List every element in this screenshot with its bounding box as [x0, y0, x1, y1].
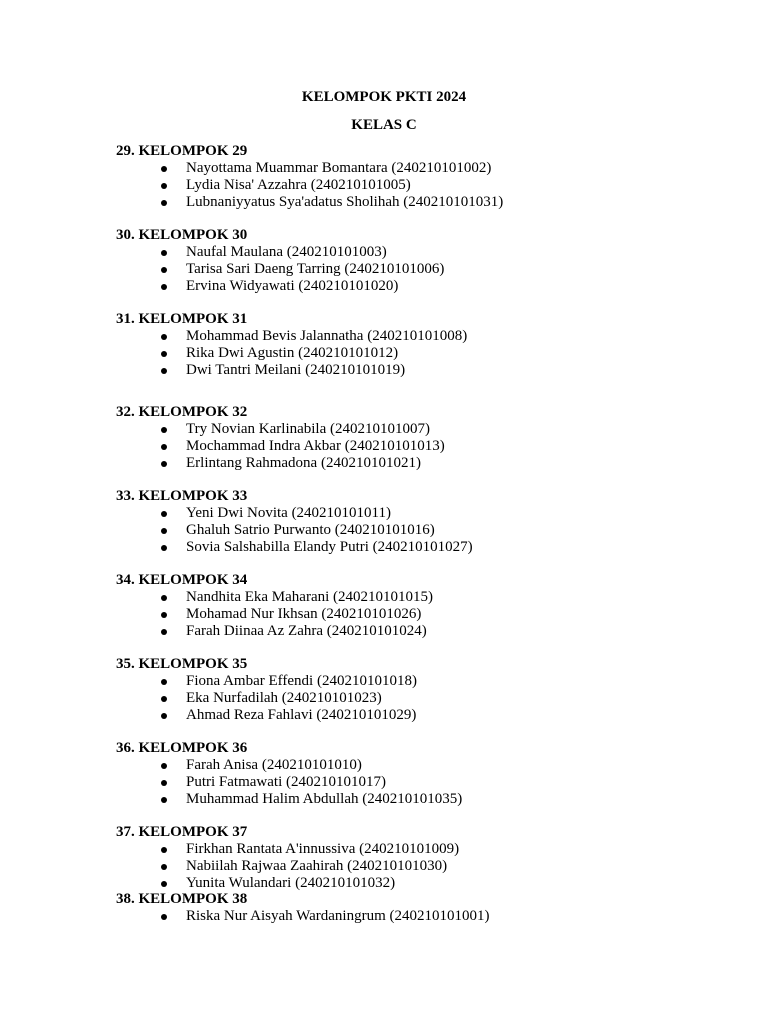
group-31: [116, 311, 736, 378]
bullet-icon: [161, 713, 167, 719]
list-item: [116, 673, 736, 690]
group-heading: 35. KELOMPOK 35: [116, 656, 248, 672]
member-name: Mochammad Indra Akbar (240210101013): [186, 437, 445, 454]
list-item: [116, 623, 736, 640]
bullet-icon: [161, 696, 167, 702]
list-item: [116, 774, 736, 791]
member-name: Riska Nur Aisyah Wardaningrum (240210101001): [186, 908, 490, 924]
list-item: [116, 690, 736, 707]
member-name: Putri Fatmawati (240210101017): [186, 773, 386, 790]
member-list: [116, 421, 736, 471]
bullet-icon: [161, 183, 167, 189]
list-item: [116, 421, 736, 438]
list-item: [116, 362, 736, 379]
list-item: [116, 757, 736, 774]
list-item: [116, 244, 736, 261]
list-item: [116, 194, 736, 211]
group-38: [116, 891, 736, 925]
member-name: Lydia Nisa' Azzahra (240210101005): [186, 176, 411, 193]
group-heading: 30. KELOMPOK 30: [116, 227, 248, 243]
list-item: [116, 707, 736, 724]
bullet-icon: [161, 612, 167, 618]
bullet-icon: [161, 267, 167, 273]
member-name: Muhammad Halim Abdullah (240210101035): [186, 790, 463, 807]
group-35: [116, 656, 736, 723]
list-item: [116, 791, 736, 808]
member-name: Ahmad Reza Fahlavi (240210101029): [186, 706, 417, 723]
bullet-icon: [161, 629, 167, 635]
list-item: [116, 177, 736, 194]
member-name: Sovia Salshabilla Elandy Putri (240210101027): [186, 538, 473, 555]
member-name: Farah Diinaa Az Zahra (240210101024): [186, 622, 427, 639]
bullet-icon: [161, 528, 167, 534]
member-name: Lubnaniyyatus Sya'adatus Sholihah (240210101031): [186, 193, 504, 210]
member-name: Nandhita Eka Maharani (240210101015): [186, 589, 434, 605]
bullet-icon: [161, 284, 167, 290]
document-subtitle: KELAS C: [351, 117, 417, 133]
member-list: [116, 673, 736, 723]
list-item: [116, 589, 736, 606]
bullet-icon: [161, 351, 167, 357]
group-32: [116, 404, 736, 471]
bullet-icon: [161, 444, 167, 450]
member-name: Yeni Dwi Novita (240210101011): [186, 505, 391, 521]
document-title: KELOMPOK PKTI 2024: [301, 89, 467, 105]
bullet-icon: [161, 545, 167, 551]
bullet-icon: [161, 780, 167, 786]
member-name: Fiona Ambar Effendi (240210101018): [186, 673, 417, 689]
list-item: [116, 606, 736, 623]
group-33: [116, 488, 736, 555]
member-name: Try Novian Karlinabila (240210101007): [186, 421, 430, 437]
bullet-icon: [161, 427, 167, 433]
list-item: [116, 908, 736, 925]
bullet-icon: [161, 461, 167, 467]
bullet-icon: [161, 881, 167, 887]
bullet-icon: [161, 914, 167, 920]
list-item: [116, 841, 736, 858]
bullet-icon: [161, 334, 167, 340]
member-list: [116, 244, 736, 294]
member-name: Rika Dwi Agustin (240210101012): [186, 344, 399, 361]
member-list: [116, 328, 736, 378]
list-item: [116, 278, 736, 295]
group-heading: 36. KELOMPOK 36: [116, 740, 248, 756]
bullet-icon: [161, 250, 167, 256]
bullet-icon: [161, 200, 167, 206]
list-item: [116, 438, 736, 455]
member-name: Ghaluh Satrio Purwanto (240210101016): [186, 521, 435, 538]
group-37: [116, 824, 736, 891]
group-heading: 29. KELOMPOK 29: [116, 143, 248, 159]
list-item: [116, 261, 736, 278]
list-item: [116, 505, 736, 522]
group-heading: 34. KELOMPOK 34: [116, 572, 248, 588]
group-36: [116, 740, 736, 807]
member-name: Farah Anisa (240210101010): [186, 757, 362, 773]
group-heading: 33. KELOMPOK 33: [116, 488, 248, 504]
bullet-icon: [161, 797, 167, 803]
member-name: Yunita Wulandari (240210101032): [186, 874, 396, 891]
member-name: Naufal Maulana (240210101003): [186, 244, 387, 260]
member-name: Ervina Widyawati (240210101020): [186, 277, 399, 294]
member-list: [116, 757, 736, 807]
list-item: [116, 328, 736, 345]
member-name: Dwi Tantri Meilani (240210101019): [186, 361, 406, 378]
member-name: Eka Nurfadilah (240210101023): [186, 689, 382, 706]
list-item: [116, 160, 736, 177]
member-list: [116, 505, 736, 555]
member-name: Mohamad Nur Ikhsan (240210101026): [186, 605, 422, 622]
list-item: [116, 875, 736, 892]
bullet-icon: [161, 679, 167, 685]
member-name: Nabiilah Rajwaa Zaahirah (240210101030): [186, 857, 448, 874]
member-list: [116, 908, 736, 925]
list-item: [116, 455, 736, 472]
member-list: [116, 841, 736, 891]
member-name: Tarisa Sari Daeng Tarring (240210101006): [186, 260, 445, 277]
group-heading: 31. KELOMPOK 31: [116, 311, 248, 327]
bullet-icon: [161, 595, 167, 601]
member-list: [116, 160, 736, 210]
bullet-icon: [161, 368, 167, 374]
bullet-icon: [161, 166, 167, 172]
member-name: Firkhan Rantata A'innussiva (240210101009): [186, 841, 460, 857]
bullet-icon: [161, 763, 167, 769]
member-name: Erlintang Rahmadona (240210101021): [186, 454, 421, 471]
list-item: [116, 858, 736, 875]
member-name: Nayottama Muammar Bomantara (240210101002): [186, 160, 492, 176]
group-heading: 38. KELOMPOK 38: [116, 891, 248, 907]
member-name: Mohammad Bevis Jalannatha (240210101008): [186, 328, 468, 344]
member-list: [116, 589, 736, 639]
group-heading: 32. KELOMPOK 32: [116, 404, 248, 420]
group-heading: 37. KELOMPOK 37: [116, 824, 248, 840]
group-30: [116, 227, 736, 294]
list-item: [116, 539, 736, 556]
group-34: [116, 572, 736, 639]
bullet-icon: [161, 864, 167, 870]
bullet-icon: [161, 847, 167, 853]
group-29: [116, 143, 736, 210]
bullet-icon: [161, 511, 167, 517]
list-item: [116, 522, 736, 539]
list-item: [116, 345, 736, 362]
